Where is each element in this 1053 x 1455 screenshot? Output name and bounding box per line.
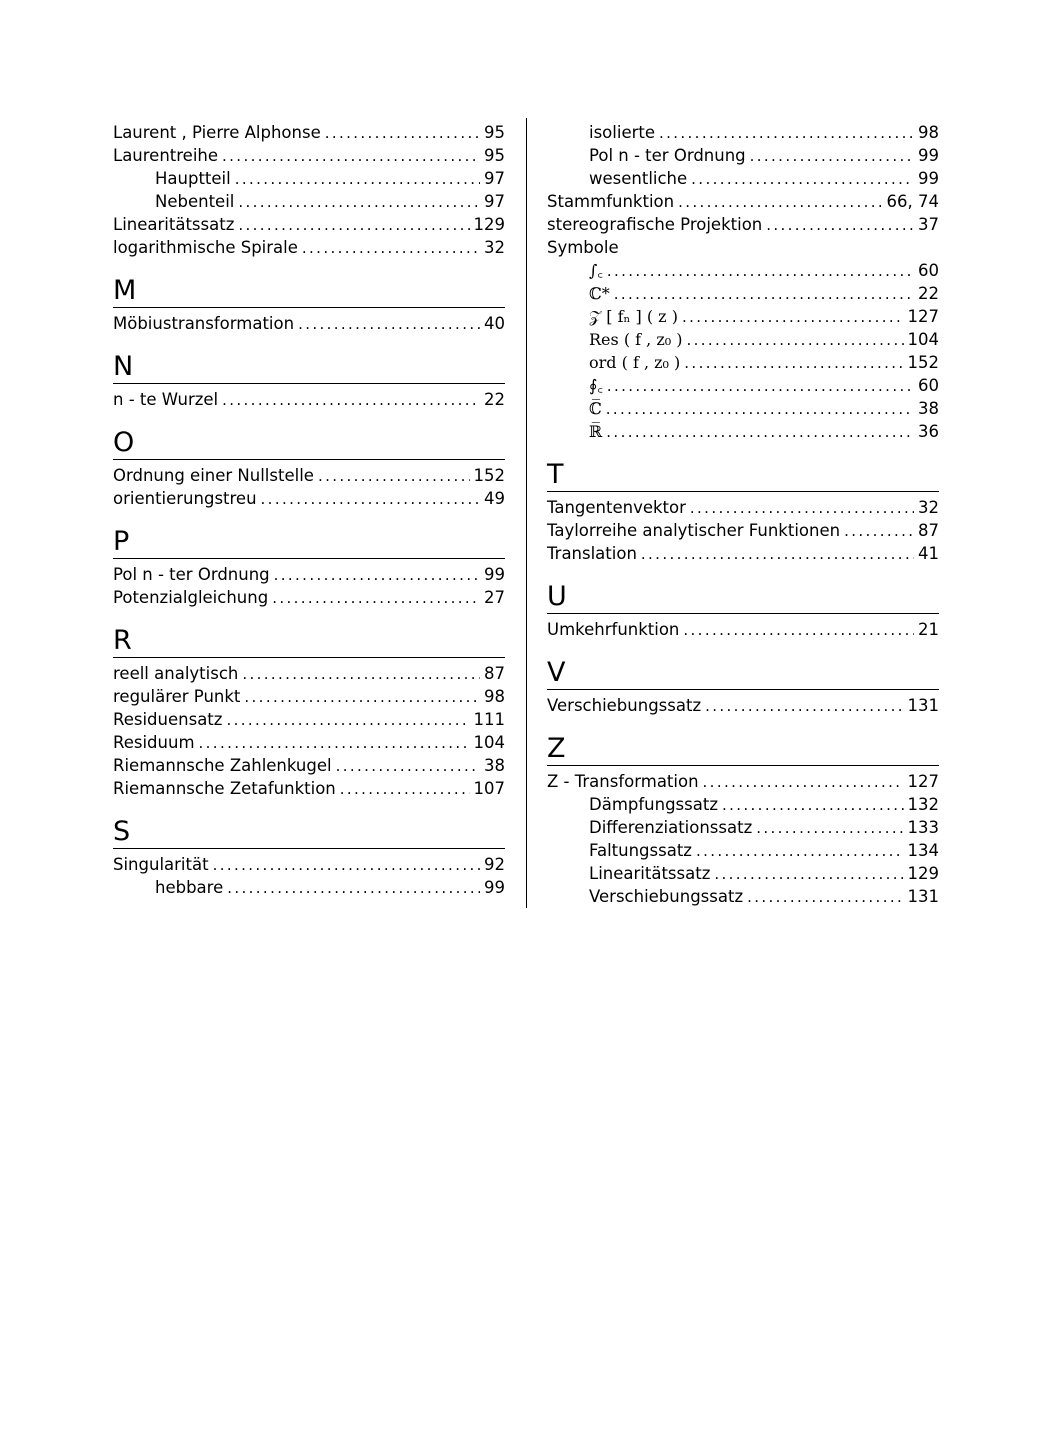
section-entries [113,388,505,411]
section-letter-heading: S [113,814,505,849]
index-term: Tangentenvektor [547,498,686,517]
index-term: Singularität [113,855,209,874]
index-entry [547,236,939,259]
index-section-v [547,655,939,717]
dot-leader [226,709,469,732]
dot-leader [682,306,904,329]
dot-leader [298,313,480,336]
page-number: 49 [484,489,505,508]
index-subentry [547,885,939,908]
index-term: Verschiebungssatz [589,887,744,906]
section-entries [547,694,939,717]
section-letter-heading: Z [547,731,939,766]
index-entry [113,853,505,876]
index-subentry [547,282,939,305]
index-term: ℂ̅ [589,399,602,418]
index-entry [113,121,505,144]
section-entries [113,662,505,800]
index-entry [113,586,505,609]
index-term: Pol n - ter Ordnung [113,565,270,584]
dot-leader [844,520,914,543]
dot-leader [222,145,480,168]
page-number: 107 [473,779,505,798]
dot-leader [714,863,903,886]
dot-leader [607,375,914,398]
index-entry [113,685,505,708]
index-term: ord ( f , z₀ ) [589,353,681,372]
index-column-right [547,121,939,908]
index-entry [113,563,505,586]
index-section-s [113,814,505,899]
page-number: 99 [918,169,939,188]
index-column-left [113,121,505,899]
page-number: 95 [484,123,505,142]
page-number: 97 [484,192,505,211]
index-entry [113,487,505,510]
page-number: 127 [907,307,939,326]
section-letter-heading: O [113,425,505,460]
index-section-u [547,579,939,641]
section-entries [547,618,939,641]
dot-leader [691,168,914,191]
dot-leader [683,619,914,642]
page-number: 22 [484,390,505,409]
page-number: 129 [473,215,505,234]
dot-leader [244,686,480,709]
index-section-p [113,524,505,609]
index-subentry [547,397,939,420]
index-entry [547,519,939,542]
index-subentry [547,259,939,282]
page-number: 104 [473,733,505,752]
index-entry [547,694,939,717]
index-term: Hauptteil [155,169,231,188]
page-number: 95 [484,146,505,165]
section-letter-heading: R [113,623,505,658]
page-number: 98 [918,123,939,142]
index-term: hebbare [155,878,224,897]
index-entry [547,496,939,519]
index-entry [113,213,505,236]
index-term: Linearitätssatz [589,864,711,883]
dot-leader [199,732,470,755]
index-subentry [547,374,939,397]
dot-leader [607,260,914,283]
index-term: Nebenteil [155,192,235,211]
dot-leader [614,283,914,306]
page-number: 131 [907,696,939,715]
index-entry [113,464,505,487]
section-entries [113,312,505,335]
page-number: 87 [918,521,939,540]
dot-leader [756,817,903,840]
section-letter-heading: V [547,655,939,690]
dot-leader [235,168,480,191]
page-number: 21 [918,620,939,639]
index-subentry [113,167,505,190]
index-term: Umkehrfunktion [547,620,680,639]
dot-leader [242,663,480,686]
index-section-m [113,273,505,335]
section-entries [113,853,505,899]
page-number: 87 [484,664,505,683]
index-entry [113,754,505,777]
index-subentry [547,816,939,839]
index-term: ℂ* [589,284,610,303]
dot-leader [687,329,904,352]
index-entry [113,662,505,685]
index-entry [113,236,505,259]
dot-leader [336,755,480,778]
index-section-o [113,425,505,510]
page-number: 104 [907,330,939,349]
dot-leader [684,352,903,375]
page-number: 129 [907,864,939,883]
index-section-n [113,349,505,411]
dot-leader [340,778,470,801]
index-entry [547,770,939,793]
page-number: 132 [907,795,939,814]
index-subentry [547,420,939,443]
index-term: Translation [547,544,637,563]
index-term: Riemannsche Zahlenkugel [113,756,332,775]
page-number: 38 [484,756,505,775]
index-entry [113,731,505,754]
page-number: 111 [473,710,505,729]
dot-leader [238,214,469,237]
page-number: 38 [918,399,939,418]
index-term: ∫꜀ [589,261,603,280]
dot-leader [213,854,480,877]
index-subentry [547,121,939,144]
index-subentry [547,167,939,190]
index-term: Laurentreihe [113,146,219,165]
index-entry [113,312,505,335]
section-letter-heading: N [113,349,505,384]
index-entry [547,190,939,213]
index-subentry [547,862,939,885]
page-number: 60 [918,376,939,395]
index-section-t [547,457,939,565]
index-subentry [547,839,939,862]
index-term: Res ( f , z₀ ) [589,330,683,349]
index-term: reell analytisch [113,664,239,683]
page-number: 127 [907,772,939,791]
index-term: Verschiebungssatz [547,696,702,715]
index-entry [547,213,939,236]
page-number: 134 [907,841,939,860]
dot-leader [606,421,914,444]
page-number: 36 [918,422,939,441]
index-entry [113,708,505,731]
dot-leader [659,122,914,145]
index-term: Laurent , Pierre Alphonse [113,123,321,142]
dot-leader [703,771,904,794]
index-term: ℝ̅ [589,422,603,441]
page-number: 66, 74 [886,192,939,211]
dot-leader [766,214,914,237]
index-subentry [113,876,505,899]
page-number: 32 [918,498,939,517]
index-term: Differenziationssatz [589,818,753,837]
page-number: 131 [907,887,939,906]
index-term: Dämpfungssatz [589,795,718,814]
page-number: 97 [484,169,505,188]
index-term: Stammfunktion [547,192,675,211]
dot-leader [261,488,480,511]
column-divider [526,118,527,908]
index-term: Z - Transformation [547,772,699,791]
index-subentry [547,793,939,816]
index-subentry [547,351,939,374]
page-number: 99 [484,878,505,897]
index-term: ∮꜀ [589,376,603,395]
page-number: 92 [484,855,505,874]
page-number: 27 [484,588,505,607]
dot-leader [318,465,470,488]
index-term: isolierte [589,123,655,142]
page-number: 40 [484,314,505,333]
section-entries [547,770,939,908]
index-term: Taylorreihe analytischer Funktionen [547,521,841,540]
index-term: wesentliche [589,169,688,188]
section-letter-heading: M [113,273,505,308]
index-term: stereografische Projektion [547,215,763,234]
index-section-r [113,623,505,800]
section-letter-heading: T [547,457,939,492]
index-term: Pol n - ter Ordnung [589,146,746,165]
dot-leader [325,122,480,145]
dot-leader [747,886,903,909]
dot-leader [641,543,914,566]
index-term: regulärer Punkt [113,687,241,706]
index-entry [113,144,505,167]
index-term: Ordnung einer Nullstelle [113,466,314,485]
dot-leader [696,840,904,863]
index-term: Symbole [547,238,619,257]
index-entry [547,542,939,565]
dot-leader [606,398,914,421]
index-subentry [113,190,505,213]
page-number: 99 [918,146,939,165]
index-entry [113,777,505,800]
page-number: 98 [484,687,505,706]
dot-leader [274,564,480,587]
dot-leader [750,145,914,168]
index-entry [113,388,505,411]
page-number: 60 [918,261,939,280]
page-number: 32 [484,238,505,257]
index-term: Riemannsche Zetafunktion [113,779,336,798]
dot-leader [238,191,480,214]
page-number: 152 [907,353,939,372]
index-entry [547,618,939,641]
index-term: Potenzialgleichung [113,588,269,607]
page-number: 22 [918,284,939,303]
dot-leader [222,389,480,412]
index-term: Faltungssatz [589,841,692,860]
index-term: Residuensatz [113,710,223,729]
page-number: 99 [484,565,505,584]
dot-leader [302,237,480,260]
index-subentry [547,305,939,328]
index-term: n - te Wurzel [113,390,219,409]
section-entries [113,563,505,609]
index-term: 𝒵 [ fₙ ] ( z ) [589,307,678,326]
dot-leader [272,587,480,610]
dot-leader [227,877,480,900]
index-section-z [547,731,939,908]
section-entries [547,496,939,565]
dot-leader [690,497,914,520]
index-term: logarithmische Spirale [113,238,298,257]
dot-leader [678,191,882,214]
page-number: 133 [907,818,939,837]
page-number: 152 [473,466,505,485]
section-letter-heading: P [113,524,505,559]
dot-leader [705,695,903,718]
index-term: orientierungstreu [113,489,257,508]
index-term: Linearitätssatz [113,215,235,234]
section-entries [113,464,505,510]
section-letter-heading: U [547,579,939,614]
page-number: 41 [918,544,939,563]
index-subentry [547,328,939,351]
dot-leader [722,794,904,817]
page-number: 37 [918,215,939,234]
index-subentry [547,144,939,167]
index-term: Möbiustransformation [113,314,295,333]
index-term: Residuum [113,733,195,752]
